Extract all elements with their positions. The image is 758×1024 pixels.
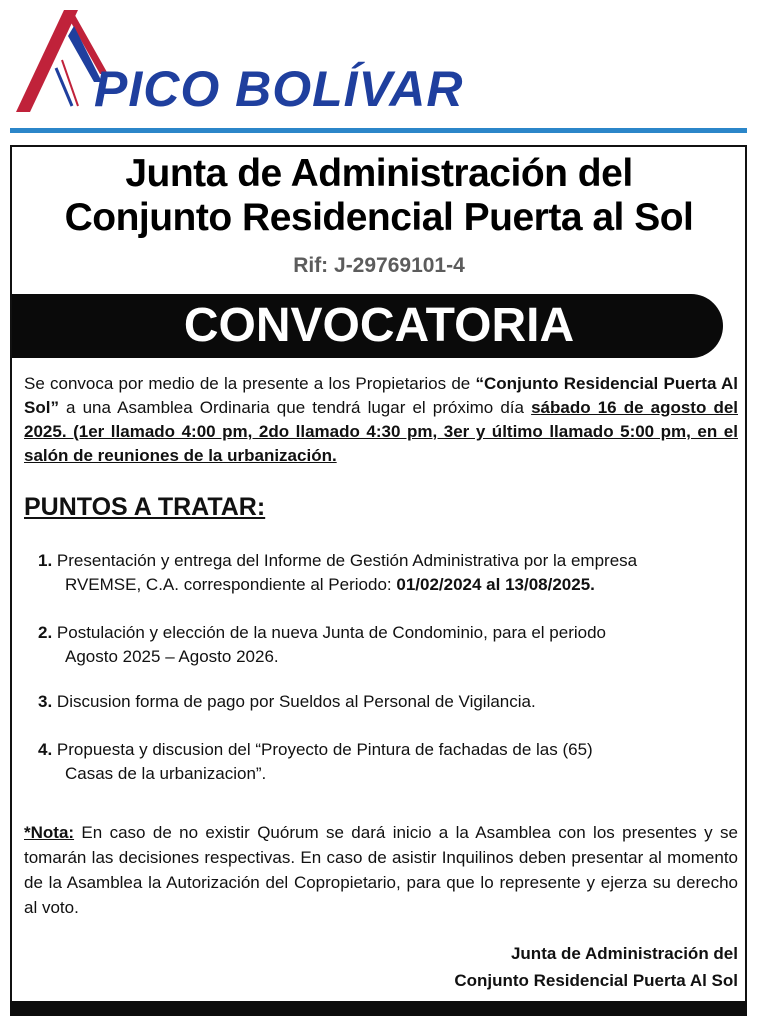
agenda-item-text-cont: Casas de la urbanizacion”. <box>65 764 267 783</box>
signature-line-2: Conjunto Residencial Puerta Al Sol <box>454 971 738 990</box>
agenda-item-number: 2. <box>38 623 53 642</box>
rif-number: Rif: J-29769101-4 <box>293 254 465 277</box>
intro-residence-name: “Conjunto Residencial Puerta Al Sol” <box>24 374 738 417</box>
logo-text: PICO BOLÍVAR <box>94 61 464 117</box>
note-paragraph <box>24 820 738 920</box>
page-title <box>0 152 758 240</box>
intro-paragraph <box>24 372 738 468</box>
intro-date-details: sábado 16 de agosto del 2025. (1er llamado 4:00 pm, 2do llamado 4:30 pm, 3er y último llamado 5:00 pm, en el salón de reuniones de la urbanización. <box>24 398 738 465</box>
agenda-item <box>38 690 738 714</box>
pico-bolivar-logo <box>12 8 464 120</box>
agenda-item-number: 3. <box>38 692 53 711</box>
header-rule <box>10 128 747 133</box>
title-line-1: Junta de Administración del <box>125 152 633 195</box>
agenda-item-text: Propuesta y discusion del “Proyecto de Pintura de fachadas de las (65) <box>52 740 593 759</box>
frame-bottom-bar <box>10 1001 747 1016</box>
agenda-item <box>38 738 738 786</box>
agenda-item-number: 4. <box>38 740 53 759</box>
banner-text: CONVOCATORIA <box>183 299 575 352</box>
intro-text-1: Se convoca por medio de la presente a los Propietarios de <box>24 374 476 393</box>
note-text: En caso de no existir Quórum se dará inicio a la Asamblea con los presentes y se tomarán las decisiones respectivas. En caso de asistir Inquilinos deben presentar al momento de la Asamblea la Autorización del Copropietario, para que lo represente y ejerza su derecho al voto. <box>24 823 738 917</box>
agenda-item-period: 01/02/2024 al 13/08/2025. <box>396 575 595 594</box>
agenda-item-text-cont: Agosto 2025 – Agosto 2026. <box>65 647 279 666</box>
agenda-item-text: Postulación y elección de la nueva Junta de Condominio, para el periodo <box>52 623 606 642</box>
agenda-item-text-cont: RVEMSE, C.A. correspondiente al Periodo: <box>65 575 397 594</box>
title-line-2: Conjunto Residencial Puerta al Sol <box>64 196 694 239</box>
note-label: *Nota: <box>24 823 75 842</box>
agenda-item <box>38 621 738 669</box>
intro-text-2: a una Asamblea Ordinaria que tendrá lugar el próximo día <box>58 398 532 417</box>
signature-line-1: Junta de Administración del <box>510 944 738 963</box>
signature-block <box>454 940 738 994</box>
agenda-item <box>38 549 738 597</box>
agenda-item-text: Discusion forma de pago por Sueldos al Personal de Vigilancia. <box>52 692 536 711</box>
agenda-heading: PUNTOS A TRATAR: <box>24 493 266 521</box>
agenda-item-number: 1. <box>38 551 53 570</box>
agenda-item-text: Presentación y entrega del Informe de Gestión Administrativa por la empresa <box>52 551 638 570</box>
